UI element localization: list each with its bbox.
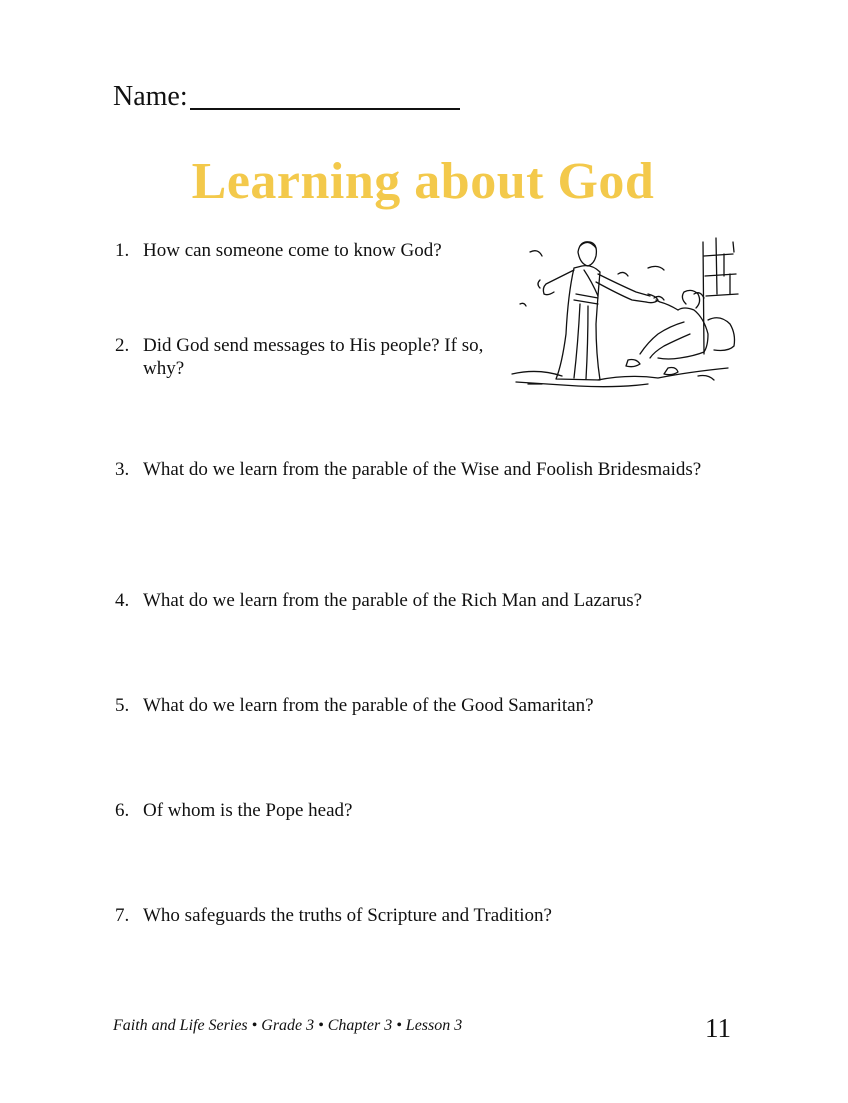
question-number: 7. xyxy=(115,905,130,926)
question-text: Who safeguards the truths of Scripture and Tradition? xyxy=(143,905,552,926)
question-7 xyxy=(115,904,755,927)
question-text: How can someone come to know God? xyxy=(143,240,442,261)
question-number: 6. xyxy=(115,800,130,821)
question-1 xyxy=(115,239,495,262)
question-text: What do we learn from the parable of the Rich Man and Lazarus? xyxy=(143,590,643,611)
page-title xyxy=(0,150,848,214)
question-text: Did God send messages to His people? If so, why? xyxy=(143,335,484,379)
question-3 xyxy=(115,458,735,481)
jesus-and-beggar-illustration-icon xyxy=(508,234,743,392)
page-number: 11 xyxy=(705,1013,731,1043)
question-text: Of whom is the Pope head? xyxy=(143,800,353,821)
question-2 xyxy=(115,334,512,380)
question-6 xyxy=(115,799,755,822)
question-number: 5. xyxy=(115,695,130,716)
question-number: 1. xyxy=(115,240,130,261)
question-text: What do we learn from the parable of the Good Samaritan? xyxy=(143,695,594,716)
footer-series-info: Faith and Life Series • Grade 3 • Chapter 3 • Lesson 3 xyxy=(113,1017,463,1034)
question-number: 3. xyxy=(115,459,130,480)
question-text: What do we learn from the parable of the Wise and Foolish Bridesmaids? xyxy=(143,459,702,480)
question-number: 2. xyxy=(115,335,130,356)
name-label: Name: xyxy=(113,81,188,112)
question-4 xyxy=(115,589,755,612)
question-5 xyxy=(115,694,755,717)
name-blank-line[interactable] xyxy=(190,80,460,110)
question-number: 4. xyxy=(115,590,130,611)
name-field-row xyxy=(113,80,460,114)
page-title-text: Learning about God xyxy=(191,153,655,210)
